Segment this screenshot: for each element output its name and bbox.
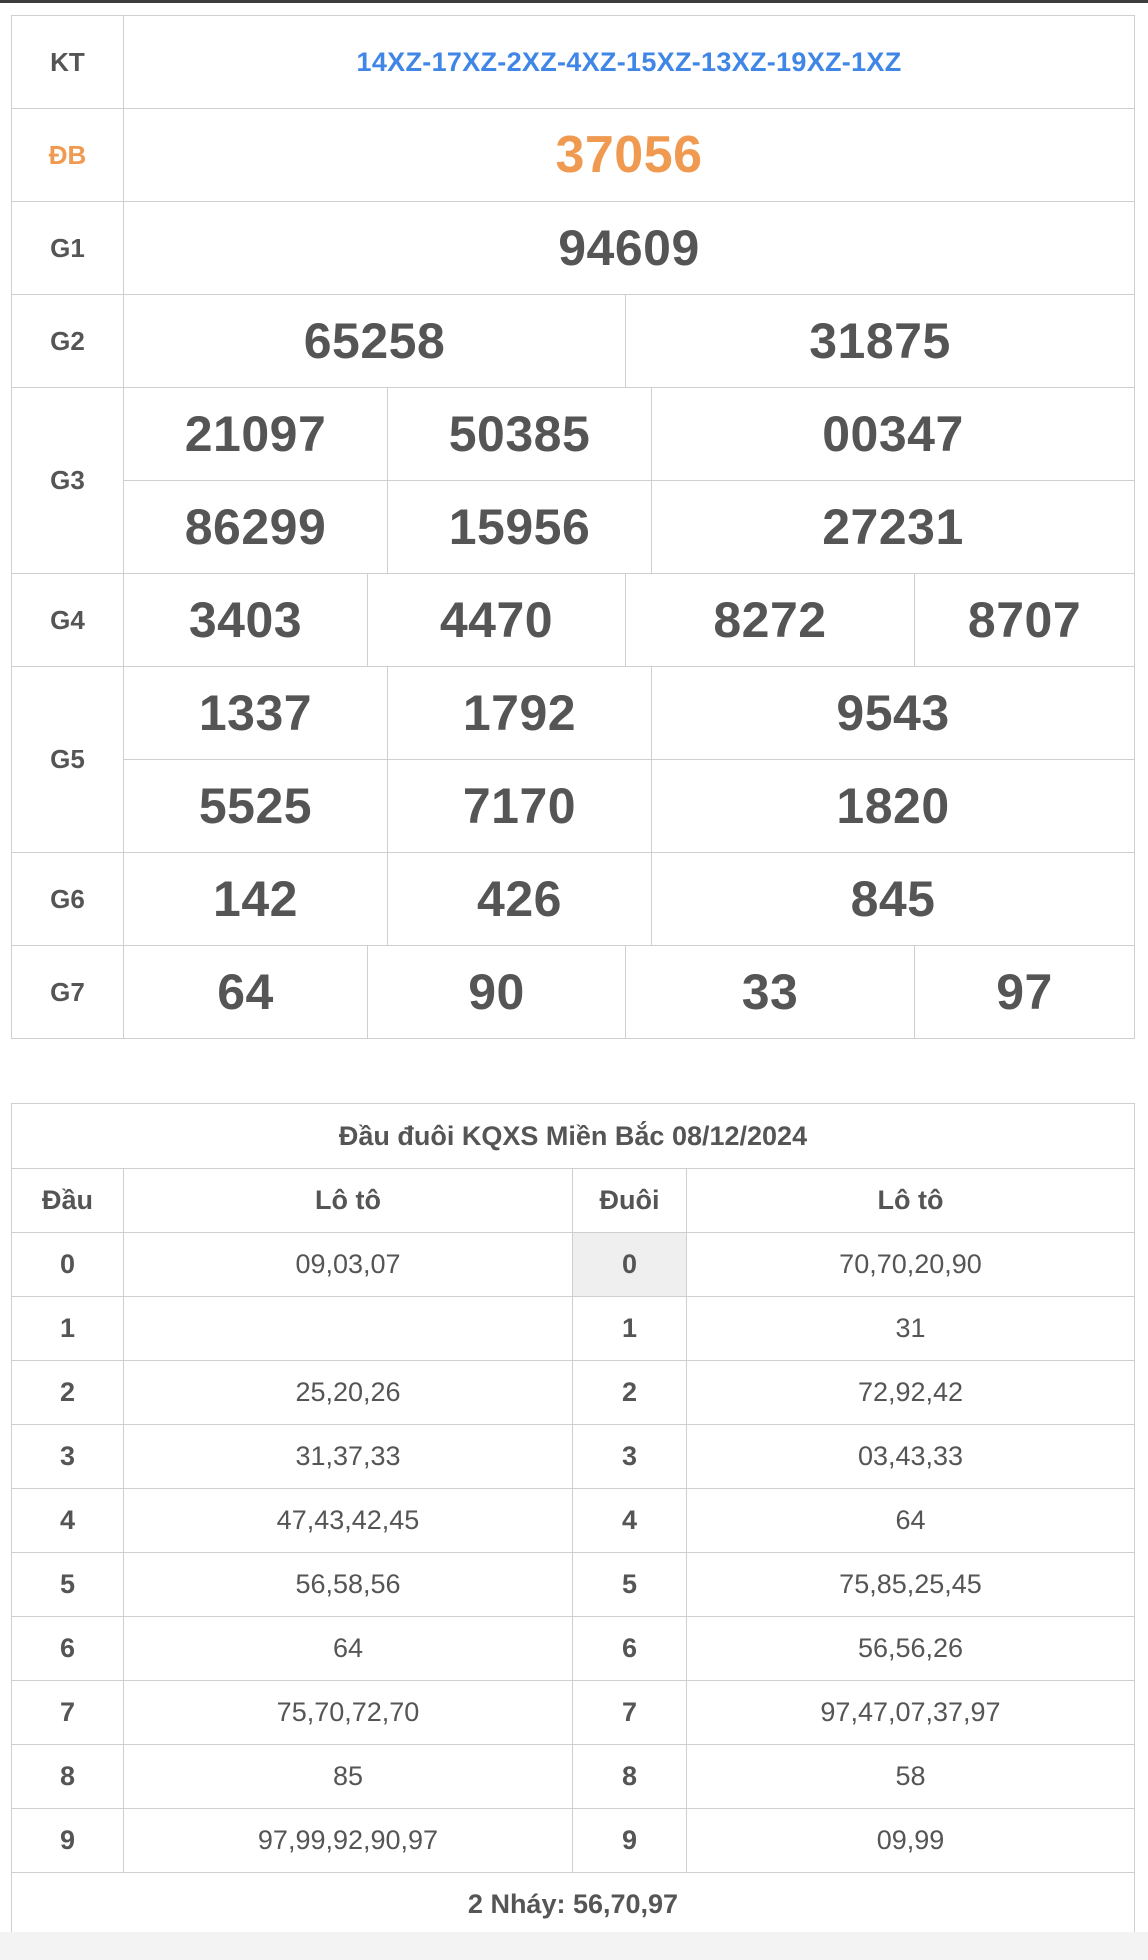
dau-digit: 0	[12, 1233, 124, 1297]
top-border-line	[0, 0, 1148, 3]
g6-number: 845	[652, 853, 1135, 946]
g4-number: 8707	[915, 574, 1135, 667]
g3-label: G3	[12, 388, 124, 574]
duoi-values: 64	[687, 1489, 1135, 1553]
duoi-digit: 8	[573, 1745, 687, 1809]
dau-values: 85	[124, 1745, 573, 1809]
g4-number: 4470	[368, 574, 626, 667]
duoi-digit: 3	[573, 1425, 687, 1489]
g7-number: 97	[915, 946, 1135, 1039]
dau-values: 97,99,92,90,97	[124, 1809, 573, 1873]
g7-number: 90	[368, 946, 626, 1039]
dau-digit: 6	[12, 1617, 124, 1681]
g7-label: G7	[12, 946, 124, 1039]
dau-values: 47,43,42,45	[124, 1489, 573, 1553]
dau-digit: 5	[12, 1553, 124, 1617]
duoi-digit: 2	[573, 1361, 687, 1425]
special-prize-number: 37056	[124, 109, 1135, 202]
dau-digit: 2	[12, 1361, 124, 1425]
column-header-loto-left: Lô tô	[124, 1169, 573, 1233]
head-tail-title-row	[12, 1104, 1135, 1169]
duoi-values: 75,85,25,45	[687, 1553, 1135, 1617]
column-header-duoi: Đuôi	[573, 1169, 687, 1233]
g3-number: 21097	[124, 388, 388, 481]
g3-number: 00347	[652, 388, 1135, 481]
dau-digit: 3	[12, 1425, 124, 1489]
g4-label: G4	[12, 574, 124, 667]
special-prize-label: ĐB	[12, 109, 124, 202]
g7-number: 33	[626, 946, 915, 1039]
dau-digit: 7	[12, 1681, 124, 1745]
g5-number: 1792	[388, 667, 652, 760]
duoi-digit: 4	[573, 1489, 687, 1553]
g6-number: 426	[388, 853, 652, 946]
row-g3b	[12, 481, 1135, 574]
table-row	[12, 1361, 1135, 1425]
g5-number: 1337	[124, 667, 388, 760]
row-g1	[12, 202, 1135, 295]
lottery-results-table	[11, 15, 1135, 1039]
row-g4	[12, 574, 1135, 667]
duoi-digit: 6	[573, 1617, 687, 1681]
g6-number: 142	[124, 853, 388, 946]
g3-number: 50385	[388, 388, 652, 481]
head-tail-title: Đầu đuôi KQXS Miền Bắc 08/12/2024	[12, 1104, 1135, 1169]
g1-number: 94609	[124, 202, 1135, 295]
table-row	[12, 1745, 1135, 1809]
duoi-digit: 7	[573, 1681, 687, 1745]
table-row	[12, 1617, 1135, 1681]
g4-number: 8272	[626, 574, 915, 667]
dau-digit: 4	[12, 1489, 124, 1553]
dau-digit: 8	[12, 1745, 124, 1809]
g3-number: 86299	[124, 481, 388, 574]
table-row	[12, 1297, 1135, 1361]
g3-number: 15956	[388, 481, 652, 574]
table-row	[12, 1425, 1135, 1489]
duoi-digit: 1	[573, 1297, 687, 1361]
row-kt	[12, 16, 1135, 109]
duoi-values: 56,56,26	[687, 1617, 1135, 1681]
duoi-values: 58	[687, 1745, 1135, 1809]
row-g5	[12, 667, 1135, 760]
dau-values: 25,20,26	[124, 1361, 573, 1425]
row-g7	[12, 946, 1135, 1039]
row-g5b	[12, 760, 1135, 853]
table-row	[12, 1489, 1135, 1553]
duoi-values: 97,47,07,37,97	[687, 1681, 1135, 1745]
duoi-digit: 0	[573, 1233, 687, 1297]
g2-number: 65258	[124, 295, 626, 388]
dau-values: 09,03,07	[124, 1233, 573, 1297]
duoi-values: 09,99	[687, 1809, 1135, 1873]
kt-code: 14XZ-17XZ-2XZ-4XZ-15XZ-13XZ-19XZ-1XZ	[124, 16, 1135, 109]
table-row	[12, 1553, 1135, 1617]
dau-values	[124, 1297, 573, 1361]
dau-values: 64	[124, 1617, 573, 1681]
duoi-digit: 5	[573, 1553, 687, 1617]
g2-label: G2	[12, 295, 124, 388]
g1-label: G1	[12, 202, 124, 295]
g7-number: 64	[124, 946, 368, 1039]
row-special-prize	[12, 109, 1135, 202]
column-header-dau: Đầu	[12, 1169, 124, 1233]
g6-label: G6	[12, 853, 124, 946]
dau-values: 75,70,72,70	[124, 1681, 573, 1745]
head-tail-header-row	[12, 1169, 1135, 1233]
dau-digit: 1	[12, 1297, 124, 1361]
head-tail-footer-row	[12, 1873, 1135, 1937]
g5-number: 9543	[652, 667, 1135, 760]
row-g2	[12, 295, 1135, 388]
double-numbers-summary: 2 Nháy: 56,70,97	[12, 1873, 1135, 1937]
g5-number: 1820	[652, 760, 1135, 853]
table-row	[12, 1681, 1135, 1745]
dau-digit: 9	[12, 1809, 124, 1873]
duoi-values: 03,43,33	[687, 1425, 1135, 1489]
bottom-band	[0, 1932, 1148, 1960]
table-row	[12, 1809, 1135, 1873]
dau-values: 31,37,33	[124, 1425, 573, 1489]
row-g3	[12, 388, 1135, 481]
kt-label: KT	[12, 16, 124, 109]
g4-number: 3403	[124, 574, 368, 667]
g3-number: 27231	[652, 481, 1135, 574]
duoi-digit: 9	[573, 1809, 687, 1873]
g5-number: 7170	[388, 760, 652, 853]
table-row	[12, 1233, 1135, 1297]
row-g6	[12, 853, 1135, 946]
duoi-values: 72,92,42	[687, 1361, 1135, 1425]
dau-values: 56,58,56	[124, 1553, 573, 1617]
g5-number: 5525	[124, 760, 388, 853]
g5-label: G5	[12, 667, 124, 853]
g2-number: 31875	[626, 295, 1135, 388]
head-tail-table	[11, 1103, 1135, 1937]
duoi-values: 70,70,20,90	[687, 1233, 1135, 1297]
duoi-values: 31	[687, 1297, 1135, 1361]
column-header-loto-right: Lô tô	[687, 1169, 1135, 1233]
